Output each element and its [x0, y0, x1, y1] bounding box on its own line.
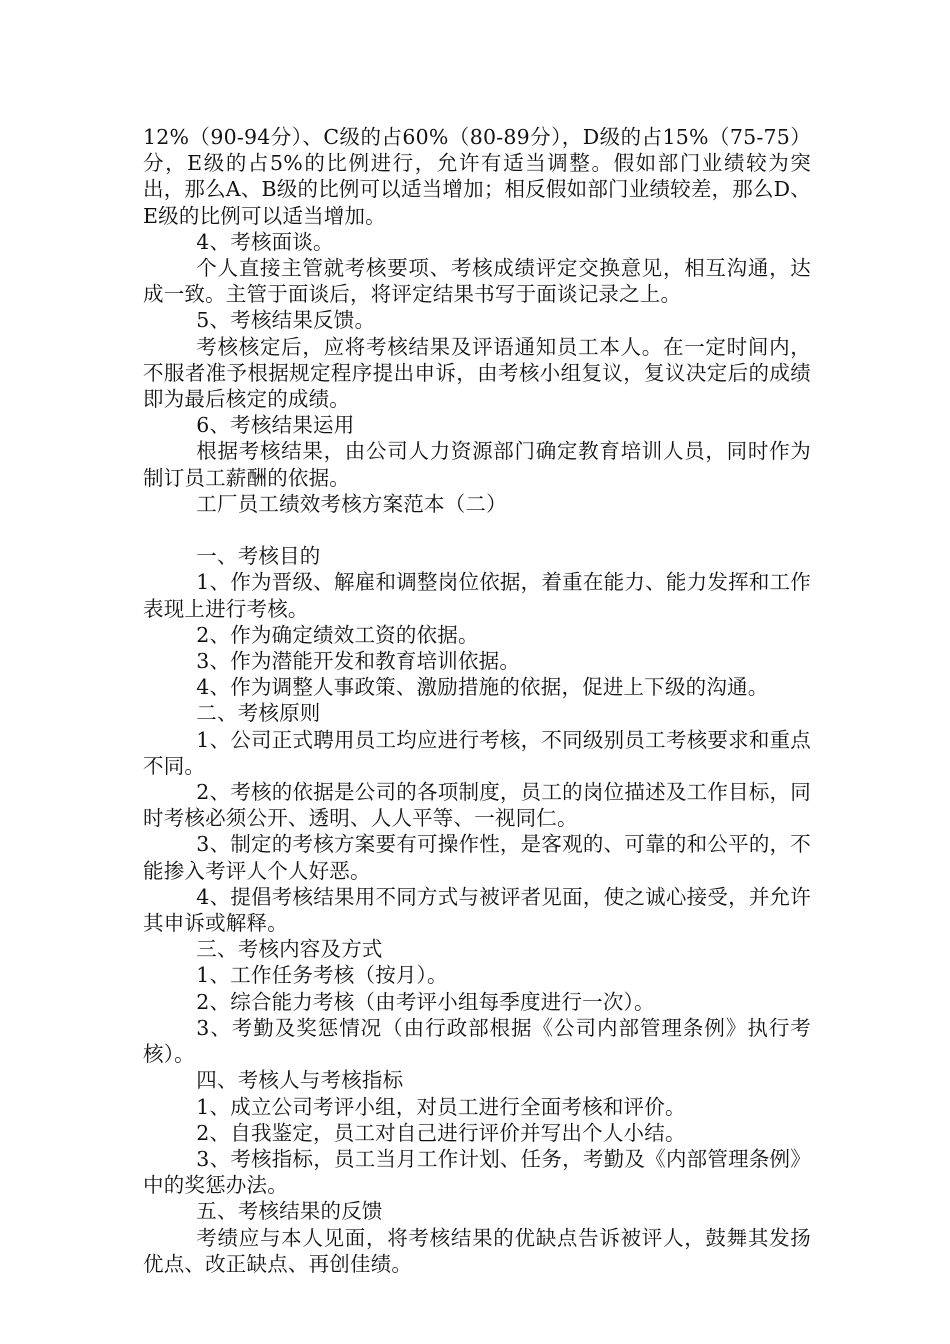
paragraph: 6、考核结果运用: [196, 413, 355, 438]
paragraph: 12%（90-94分）、C级的占60%（80-89分），D级的占15%（75-75）分，E级的占5%的比例进行，允许有适当调整。假如部门业绩较为突出，那么A、B级的比例可以适当增加；相反假如部门业绩较差，那么D、E级的比例可以适当增加。: [143, 125, 811, 228]
paragraph: 二、考核原则: [196, 701, 321, 726]
paragraph: 1、成立公司考评小组，对员工进行全面考核和评价。: [196, 1094, 686, 1119]
blank-line: [143, 517, 811, 543]
paragraph: 3、考核指标，员工当月工作计划、任务，考勤及《内部管理条例》中的奖惩办法。: [143, 1146, 811, 1198]
paragraph: 2、考核的依据是公司的各项制度，员工的岗位描述及工作目标，同时考核必须公开、透明、人人平等、一视同仁。: [143, 780, 811, 831]
paragraph: 3、考勤及奖惩情况（由行政部根据《公司内部管理条例》执行考核）。: [143, 1015, 811, 1067]
paragraph: 考核核定后，应将考核结果及评语通知员工本人。在一定时间内，不服者准予根据规定程序提出申诉，由考核小组复议，复议决定后的成绩即为最后核定的成绩。: [143, 334, 811, 412]
paragraph: 4、考核面谈。: [196, 229, 334, 254]
paragraph: 1、作为晋级、解雇和调整岗位依据，着重在能力、能力发挥和工作表现上进行考核。: [143, 570, 811, 621]
paragraph: 一、考核目的: [196, 544, 321, 569]
document-body: [143, 124, 811, 1277]
paragraph: 三、考核内容及方式: [196, 937, 383, 962]
paragraph: 4、作为调整人事政策、激励措施的依据，促进上下级的沟通。: [196, 675, 769, 700]
paragraph: 工厂员工绩效考核方案范本（二）: [196, 491, 507, 516]
paragraph: 五、考核结果的反馈: [196, 1199, 383, 1224]
paragraph: 3、作为潜能开发和教育培训依据。: [196, 649, 521, 674]
paragraph: 2、自我鉴定，员工对自己进行评价并写出个人小结。: [196, 1120, 686, 1145]
paragraph: 1、公司正式聘用员工均应进行考核，不同级别员工考核要求和重点不同。: [143, 727, 811, 778]
paragraph: 考绩应与本人见面，将考核结果的优缺点告诉被评人，鼓舞其发扬优点、改正缺点、再创佳绩。: [143, 1225, 811, 1276]
paragraph: 3、制定的考核方案要有可操作性，是客观的、可靠的和公平的，不能掺入考评人个人好恶。: [143, 832, 811, 883]
paragraph: 5、考核结果反馈。: [196, 308, 376, 333]
paragraph: 4、提倡考核结果用不同方式与被评者见面，使之诚心接受，并允许其申诉或解释。: [143, 884, 811, 936]
paragraph: 1、工作任务考核（按月）。: [196, 963, 448, 988]
paragraph: 2、作为确定绩效工资的依据。: [196, 622, 479, 647]
paragraph: 个人直接主管就考核要项、考核成绩评定交换意见，相互沟通，达成一致。主管于面谈后，将评定结果书写于面谈记录之上。: [143, 256, 811, 307]
paragraph: 四、考核人与考核指标: [196, 1068, 404, 1093]
paragraph: 2、综合能力考核（由考评小组每季度进行一次）。: [196, 989, 655, 1014]
paragraph: 根据考核结果，由公司人力资源部门确定教育培训人员，同时作为制订员工薪酬的依据。: [143, 439, 811, 490]
